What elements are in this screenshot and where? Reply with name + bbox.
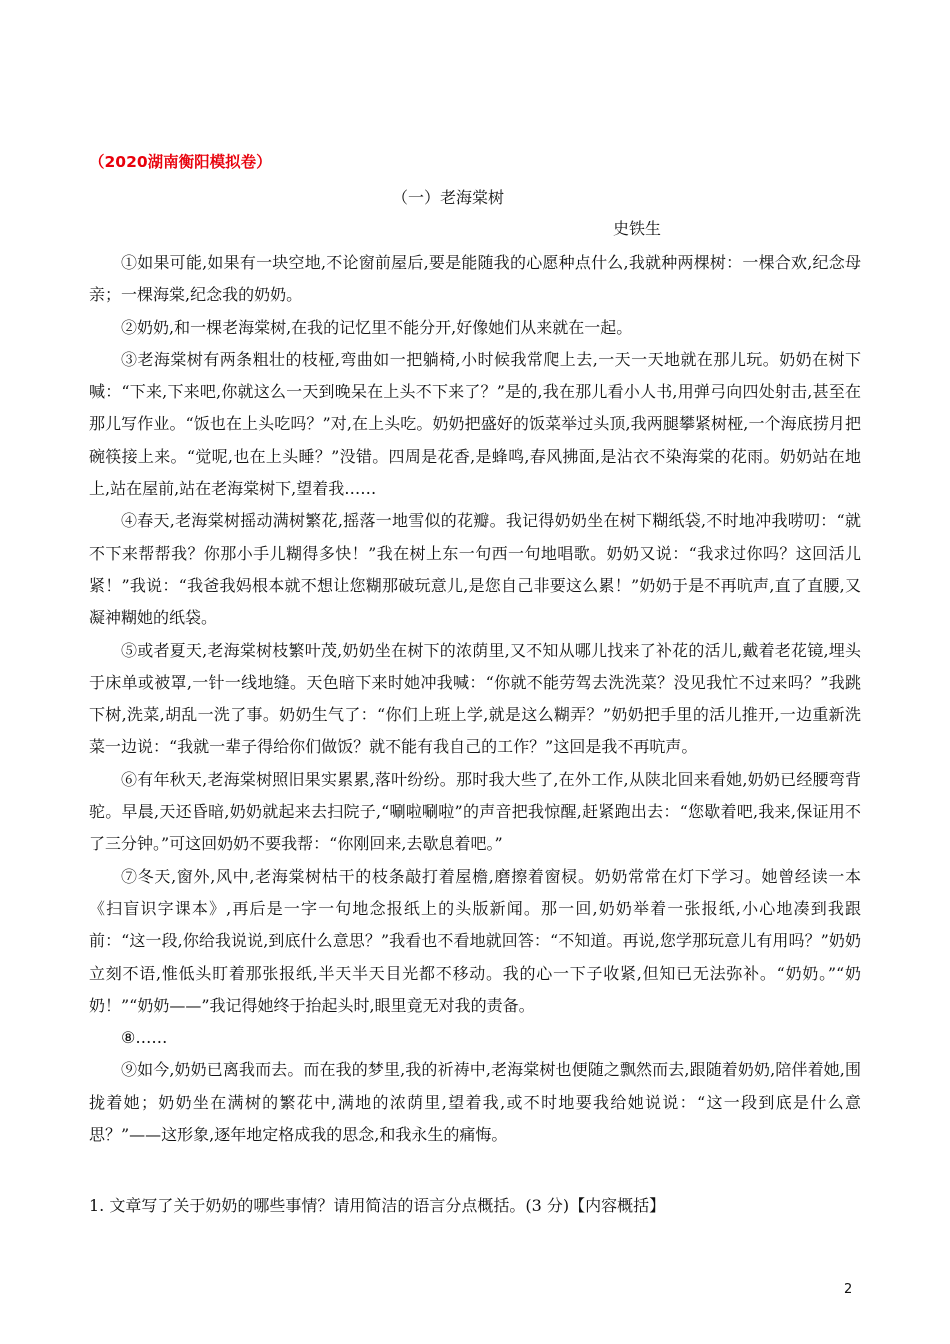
paragraph-3: ③老海棠树有两条粗壮的枝桠,弯曲如一把躺椅,小时候我常爬上去,一天一天地就在那儿玩。奶奶在树下喊：“下来,下来吧,你就这么一天到晚呆在上头不下来了？”是的,我在那儿看小人书,用弹弓向四处射击,甚至在那儿写作业。“饭也在上头吃吗？”对,在上头吃。奶奶把盛好的饭菜举过头顶,我两腿攀紧树桠,一个海底捞月把碗筷接上来。“觉呢,也在上头睡？”没错。四周是花香,是蜂鸣,春风拂面,是沾衣不染海棠的花雨。奶奶站在地上,站在屋前,站在老海棠树下,望着我…… [89,349,861,499]
paragraph-5: ⑤或者夏天,老海棠树枝繁叶茂,奶奶坐在树下的浓荫里,又不知从哪儿找来了补花的活儿,戴着老花镜,埋头于床单或被罩,一针一线地缝。天色暗下来时她冲我喊：“你就不能劳驾去洗洗菜？没见我忙不过来吗？”我跳下树,洗菜,胡乱一洗了事。奶奶生气了：“你们上班上学,就是这么糊弄？”奶奶把手里的活儿推开,一边重新洗菜一边说：“我就一辈子得给你们做饭？就不能有我自己的工作？”这回是我不再吭声。 [89,640,861,757]
page-number: 2 [844,1282,853,1297]
paragraph-1: ①如果可能,如果有一块空地,不论窗前屋后,要是能随我的心愿种点什么,我就种两棵树：一棵合欢,纪念母亲；一棵海棠,纪念我的奶奶。 [89,253,861,305]
paragraph-8: ⑧…… [121,1028,168,1048]
article-body [89,247,861,1151]
paragraph-2: ②奶奶,和一棵老海棠树,在我的记忆里不能分开,好像她们从来就在一起。 [121,317,633,337]
paragraph-6: ⑥有年秋天,老海棠树照旧果实累累,落叶纷纷。那时我大些了,在外工作,从陕北回来看她,奶奶已经腰弯背驼。早晨,天还昏暗,奶奶就起来去扫院子,“唰啦唰啦”的声音把我惊醒,赶紧跑出去：“您歇着吧,我来,保证用不了三分钟。”可这回奶奶不要我帮：“你刚回来,去歇息着吧。” [89,769,861,854]
paragraph-7: ⑦冬天,窗外,风中,老海棠树枯干的枝条敲打着屋檐,磨擦着窗棂。奶奶常常在灯下学习。她曾经读一本《扫盲识字课本》,再后是一字一句地念报纸上的头版新闻。那一回,奶奶举着一张报纸,小心地凑到我跟前：“这一段,你给我说说,到底什么意思？”我看也不看地就回答：“不知道。再说,您学那玩意儿有用吗？”奶奶立刻不语,惟低头盯着那张报纸,半天半天目光都不移动。我的心一下子收紧,但知已无法弥补。“奶奶。”“奶奶！”“奶奶——”我记得她终于抬起头时,眼里竟无对我的责备。 [89,866,861,1015]
question-1: 1. 文章写了关于奶奶的哪些事情？请用简洁的语言分点概括。(3 分)【内容概括】 [89,1196,666,1215]
exam-source-tag: （2020湖南衡阳模拟卷） [89,153,272,171]
paragraph-9: ⑨如今,奶奶已离我而去。而在我的梦里,我的祈祷中,老海棠树也便随之飘然而去,跟随着奶奶,陪伴着她,围拢着她；奶奶坐在满树的繁花中,满地的浓荫里,望着我,或不时地要我给她说说：“这一段到底是什么意思？”——这形象,逐年地定格成我的思念,和我永生的痛悔。 [89,1060,861,1145]
paragraph-4: ④春天,老海棠树摇动满树繁花,摇落一地雪似的花瓣。我记得奶奶坐在树下糊纸袋,不时地冲我唠叨：“就不下来帮帮我？你那小手儿糊得多快！”我在树上东一句西一句地唱歌。奶奶又说：“我求过你吗？这回活儿紧！”我说：“我爸我妈根本就不想让您糊那破玩意儿,是您自己非要这么累！”奶奶于是不再吭声,直了直腰,又凝神糊她的纸袋。 [89,511,861,628]
article-author: 史铁生 [613,219,662,238]
article-title: （一）老海棠树 [392,188,505,207]
